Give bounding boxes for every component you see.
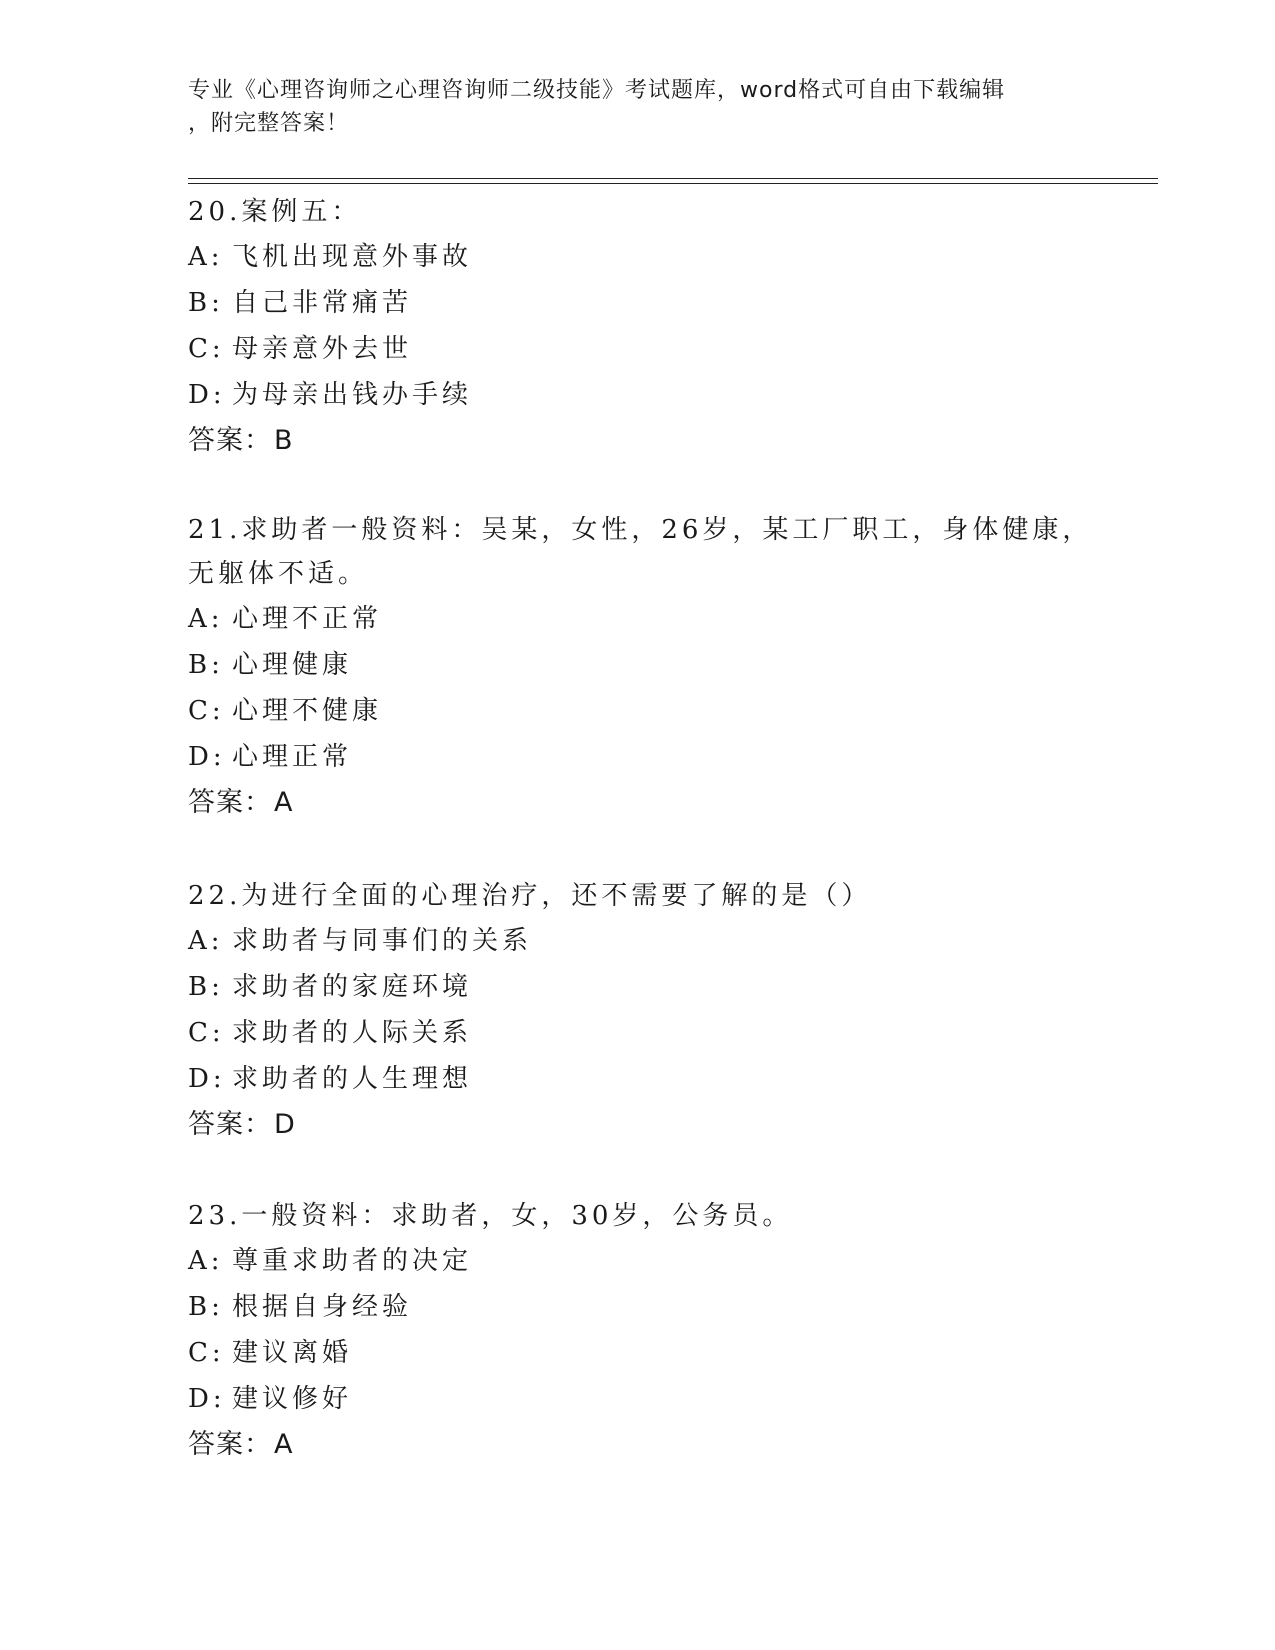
document-header	[188, 74, 1088, 140]
option-key: C:	[188, 696, 225, 726]
question-stem: 21.求助者一般资料：吴某，女性，26岁，某工厂职工，身体健康，无躯体不适。	[188, 515, 1093, 589]
option-text: 心理不正常	[232, 604, 383, 634]
option-b	[188, 642, 1108, 688]
option-key: B:	[188, 650, 224, 680]
option-d	[188, 1056, 1108, 1102]
answer-label: 答案：	[188, 1109, 272, 1140]
option-key: D:	[188, 1064, 226, 1094]
question-20	[188, 190, 1108, 464]
option-text: 建议离婚	[232, 1338, 353, 1368]
option-key: A:	[188, 926, 224, 956]
question-22	[188, 874, 1108, 1148]
option-a	[188, 1238, 1108, 1284]
option-a	[188, 918, 1108, 964]
option-b	[188, 964, 1108, 1010]
option-key: C:	[188, 1018, 225, 1048]
question-21	[188, 508, 1108, 826]
option-d	[188, 734, 1108, 780]
option-text: 为母亲出钱办手续	[232, 380, 473, 410]
option-text: 求助者的人际关系	[232, 1018, 473, 1048]
option-c	[188, 688, 1108, 734]
option-key: D:	[188, 1384, 226, 1414]
answer-line	[188, 1422, 1108, 1468]
header-line-1: 专业《心理咨询师之心理咨询师二级技能》考试题库，word格式可自由下载编辑	[188, 78, 1006, 103]
option-text: 自己非常痛苦	[232, 288, 413, 318]
option-key: D:	[188, 380, 226, 410]
header-divider-bottom	[188, 183, 1158, 184]
answer-line	[188, 418, 1108, 464]
option-c	[188, 326, 1108, 372]
answer-value: A	[274, 787, 294, 818]
option-text: 母亲意外去世	[232, 334, 413, 364]
option-key: B:	[188, 972, 224, 1002]
option-text: 飞机出现意外事故	[232, 242, 473, 272]
question-23	[188, 1194, 1108, 1468]
option-key: B:	[188, 288, 224, 318]
option-key: C:	[188, 1338, 225, 1368]
option-key: A:	[188, 604, 224, 634]
question-stem: 22.为进行全面的心理治疗，还不需要了解的是（）	[188, 881, 872, 911]
option-key: C:	[188, 334, 225, 364]
answer-value: B	[274, 425, 294, 456]
answer-value: D	[274, 1109, 296, 1140]
option-c	[188, 1330, 1108, 1376]
option-d	[188, 1376, 1108, 1422]
answer-label: 答案：	[188, 425, 272, 456]
option-text: 心理不健康	[232, 696, 383, 726]
option-key: D:	[188, 742, 226, 772]
option-key: A:	[188, 1246, 224, 1276]
option-key: A:	[188, 242, 224, 272]
option-text: 建议修好	[232, 1384, 353, 1414]
option-c	[188, 1010, 1108, 1056]
option-d	[188, 372, 1108, 418]
option-key: B:	[188, 1292, 224, 1322]
answer-line	[188, 1102, 1108, 1148]
answer-label: 答案：	[188, 1429, 272, 1460]
option-a	[188, 596, 1108, 642]
question-stem: 20.案例五：	[188, 197, 362, 227]
answer-value: A	[274, 1429, 294, 1460]
question-stem: 23.一般资料：求助者，女，30岁，公务员。	[188, 1201, 793, 1231]
option-text: 求助者的人生理想	[232, 1064, 473, 1094]
option-text: 心理健康	[232, 650, 353, 680]
option-text: 尊重求助者的决定	[232, 1246, 473, 1276]
answer-label: 答案：	[188, 787, 272, 818]
option-text: 求助者与同事们的关系	[232, 926, 533, 956]
header-divider-top	[188, 178, 1158, 179]
header-line-2: ，附完整答案！	[188, 111, 350, 136]
option-text: 根据自身经验	[232, 1292, 413, 1322]
answer-line	[188, 780, 1108, 826]
option-b	[188, 280, 1108, 326]
option-a	[188, 234, 1108, 280]
option-text: 心理正常	[232, 742, 353, 772]
option-text: 求助者的家庭环境	[232, 972, 473, 1002]
option-b	[188, 1284, 1108, 1330]
